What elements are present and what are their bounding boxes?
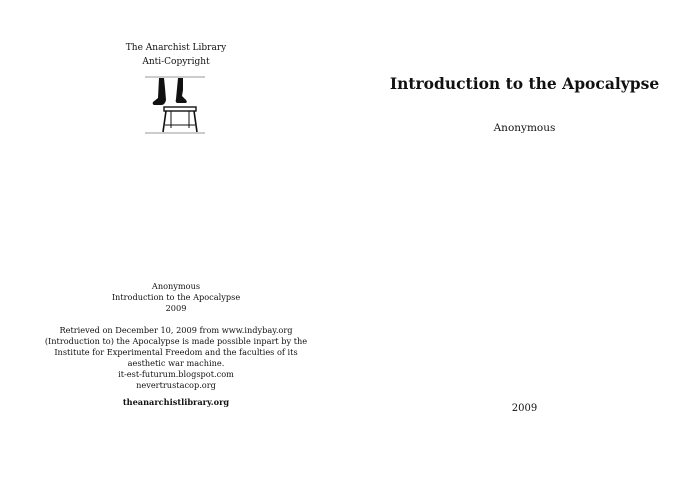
colophon-link-site[interactable]: nevertrustacop.org	[136, 380, 216, 390]
colophon-note-1: Retrieved on December 10, 2009 from www.indybay.org	[59, 325, 293, 335]
right-page	[350, 0, 699, 496]
colophon-link-blog[interactable]: it-est-futurum.blogspot.com	[118, 369, 234, 379]
library-site-link[interactable]: theanarchistlibrary.org	[122, 397, 230, 407]
colophon-year: 2009	[165, 303, 187, 313]
book-year: 2009	[511, 403, 538, 414]
colophon-note-2: (Introduction to) the Apocalypse is made possible inpart by the	[44, 336, 308, 346]
book-author: Anonymous	[493, 122, 556, 134]
copyright-notice: Anti-Copyright	[142, 57, 210, 67]
colophon-note-4: aesthetic war machine.	[127, 358, 225, 368]
colophon	[40, 281, 312, 408]
colophon-note-3: Institute for Experimental Freedom and the faculties of its	[54, 347, 298, 357]
colophon-author: Anonymous	[151, 281, 201, 291]
left-page	[0, 0, 349, 496]
book-title: Introduction to the Apocalypse	[389, 74, 660, 93]
library-name: The Anarchist Library	[125, 43, 227, 53]
anarchist-library-logo-icon	[144, 74, 206, 136]
colophon-title: Introduction to the Apocalypse	[111, 292, 241, 302]
